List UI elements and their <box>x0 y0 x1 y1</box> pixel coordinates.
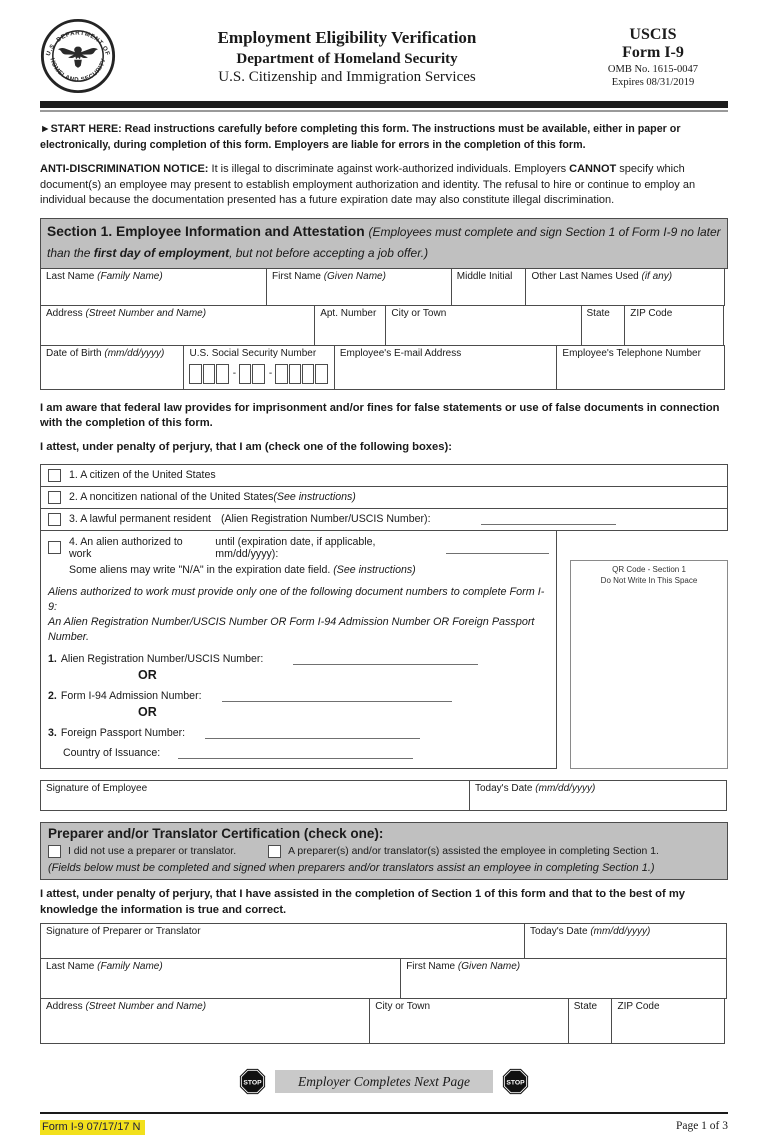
agency-block <box>578 16 728 88</box>
dhs-seal-icon <box>40 18 116 94</box>
qr-box-label-2: Do Not Write In This Space <box>600 575 698 585</box>
ssn-boxes: - - <box>189 364 328 384</box>
form-number: Form I-9 <box>622 44 684 61</box>
phone-label: Employee's Telephone Number <box>562 347 701 359</box>
employee-signature-row <box>40 780 728 811</box>
citizenship-option-4-block <box>40 530 728 769</box>
used-preparer-label: A preparer(s) and/or translator(s) assisted the employee in completing Section 1. <box>288 846 659 858</box>
option-3-label: 3. A lawful permanent resident <box>69 513 211 526</box>
last-name-label: Last Name <box>46 270 98 282</box>
email-label: Employee's E-mail Address <box>339 347 462 359</box>
zip-field[interactable] <box>624 305 724 346</box>
header-rule-thin <box>40 110 728 112</box>
option-3-extra-label: (Alien Registration Number/USCIS Number): <box>220 513 431 526</box>
doc-number-1-line: 1. Alien Registration Number/USCIS Number: <box>48 653 549 665</box>
other-last-names-label: Other Last Names Used <box>531 270 642 282</box>
section1-title: Section 1. Employee Information and Attestation <box>47 223 369 239</box>
ssn-field[interactable] <box>183 345 334 390</box>
option-4-label: 4. An alien authorized to work <box>69 535 183 560</box>
other-last-names-field[interactable]: Other Last Names Used (if any) <box>525 268 725 306</box>
preparer-note: (Fields below must be completed and signed when preparers and/or translators assist an employee in completing Section 1.) <box>48 862 655 875</box>
state-field[interactable] <box>581 305 626 346</box>
expiration-date: Expires 08/31/2019 <box>611 77 695 88</box>
date-of-birth-label: Date of Birth <box>46 347 105 359</box>
option-2-label: 2. A noncitizen national of the United States <box>69 491 274 504</box>
ssn-digit-box[interactable] <box>203 364 215 384</box>
preparer-state-label: State <box>573 1001 598 1013</box>
attestation-instruction: I attest, under penalty of perjury, that I am (check one of the following boxes): <box>40 441 452 454</box>
ssn-digit-box[interactable] <box>289 364 301 384</box>
ssn-digit-box[interactable] <box>189 364 201 384</box>
footer-line <box>40 1120 728 1135</box>
i94-number-label: Form I-94 Admission Number: <box>60 690 202 703</box>
dob-ssn-row <box>40 345 728 390</box>
apt-number-field[interactable] <box>314 305 386 346</box>
page-number: Page 1 of 3 <box>675 1120 728 1133</box>
preparer-first-name-label: First Name <box>406 961 458 973</box>
preparer-signature-label: Signature of Preparer or Translator <box>46 926 201 938</box>
anti-text-1: It is illegal to discriminate against work-authorized individuals. Employers <box>208 163 570 176</box>
first-name-label: First Name <box>272 270 324 282</box>
ssn-digit-box[interactable] <box>239 364 251 384</box>
or-separator: OR <box>138 668 157 683</box>
option-1-label: 1. A citizen of the United States <box>69 469 216 482</box>
preparer-city-field[interactable] <box>369 998 569 1044</box>
employee-date-field[interactable]: Today's Date (mm/dd/yyyy) <box>469 780 727 811</box>
qr-code-box <box>570 560 728 769</box>
employee-date-label: Today's Date <box>475 783 536 795</box>
form-subtitle-2: U.S. Citizenship and Immigration Services <box>218 69 476 85</box>
form-subtitle: Department of Homeland Security <box>236 51 458 67</box>
doc-number-3-line: 3. Foreign Passport Number: <box>48 727 549 739</box>
preparer-zip-label: ZIP Code <box>617 1001 660 1013</box>
preparer-last-name-label: Last Name <box>46 961 98 973</box>
form-title: Employment Eligibility Verification <box>217 28 477 47</box>
first-name-field[interactable]: First Name (Given Name) <box>266 268 452 306</box>
svg-text:STOP: STOP <box>506 1079 525 1087</box>
form-title-block <box>116 16 578 86</box>
anti-discrimination-notice <box>40 162 728 209</box>
state-label: State <box>586 307 610 319</box>
anti-text-2: specify which document(s) an employee may present to establish employment authorization and identity. The refusal to hire or continue to employ an individual because the documentation presented has a future expiration date may also constitute illegal discrimination. <box>40 163 696 207</box>
preparer-date-label: Today's Date <box>530 926 591 938</box>
zip-label: ZIP Code <box>630 307 673 319</box>
preparer-date-field[interactable]: Today's Date (mm/dd/yyyy) <box>524 923 727 959</box>
header-rule-thick <box>40 101 728 108</box>
aliens-note: Aliens authorized to work must provide only one of the following document numbers to complete Form I-9: An Alien Registration Number/USCIS Number OR Form I-94 Admission Number OR Foreign Passport Number. <box>48 585 545 644</box>
start-here-notice <box>40 121 728 153</box>
alien-number-input-line[interactable] <box>481 513 616 525</box>
start-here-text: Read instructions carefully before completing this form. The instructions must be available, either in paper or electronically, during completion of this form. Employers are liable for errors in the completion of this form. <box>40 123 681 152</box>
preparer-checkbox-line <box>48 845 720 858</box>
option-3-checkbox[interactable] <box>48 513 61 526</box>
svg-text:U.S. DEPARTMENT OF: U.S. DEPARTMENT OF <box>44 29 112 57</box>
phone-field[interactable] <box>556 345 725 390</box>
ssn-digit-box[interactable] <box>302 364 314 384</box>
option-4-extra-label: until (expiration date, if applicable, mm/dd/yyyy): <box>215 535 376 560</box>
i94-number-input-line[interactable] <box>222 690 452 702</box>
preparer-first-name-field[interactable]: First Name (Given Name) <box>400 958 727 999</box>
qr-box-label-1: QR Code - Section 1 <box>612 564 686 574</box>
employee-signature-label: Signature of Employee <box>46 783 148 795</box>
last-name-field[interactable]: Last Name (Family Name) <box>40 268 267 306</box>
section1-header <box>40 218 728 269</box>
preparer-title: Preparer and/or Translator Certification (check one): <box>48 826 384 842</box>
or-separator: OR <box>138 705 157 720</box>
citizenship-option-3 <box>40 508 728 531</box>
date-of-birth-field[interactable]: Date of Birth (mm/dd/yyyy) <box>40 345 184 390</box>
preparer-last-name-field[interactable]: Last Name (Family Name) <box>40 958 401 999</box>
preparer-state-field[interactable] <box>568 998 613 1044</box>
svg-text:HOMELAND SECURITY: HOMELAND SECURITY <box>48 57 108 84</box>
citizenship-option-1 <box>40 464 728 487</box>
middle-initial-field[interactable] <box>451 268 527 306</box>
country-of-issuance-label: Country of Issuance: <box>63 747 161 760</box>
preparer-attestation: I attest, under penalty of perjury, that I have assisted in the completion of Section 1 of this form and that to the best of my knowledge the information is true and correct. <box>40 888 686 916</box>
agency-name: USCIS <box>629 26 677 43</box>
doc-number-2-line: 2. Form I-94 Admission Number: <box>48 690 549 702</box>
address-label: Address <box>46 307 86 319</box>
foreign-passport-number-label: Foreign Passport Number: <box>60 727 186 740</box>
no-preparer-checkbox[interactable] <box>48 845 61 858</box>
foreign-passport-number-input-line[interactable] <box>205 727 420 739</box>
stop-icon <box>239 1068 266 1095</box>
alien-registration-number-input-line[interactable] <box>293 653 478 665</box>
start-arrow-icon: ► <box>40 123 51 135</box>
address-field[interactable]: Address (Street Number and Name) <box>40 305 315 346</box>
anti-text-cannot: CANNOT <box>569 163 617 176</box>
city-field[interactable] <box>385 305 581 346</box>
option-4-box <box>40 530 557 769</box>
preparer-certification-box <box>40 822 728 880</box>
section1-note-2: , but not before accepting a job offer.) <box>229 245 429 260</box>
start-here-label: START HERE: <box>50 123 122 135</box>
ssn-digit-box[interactable] <box>216 364 228 384</box>
eagle-glyph <box>58 47 98 68</box>
svg-text:STOP: STOP <box>243 1079 262 1087</box>
option-2-checkbox[interactable] <box>48 491 61 504</box>
stop-icon <box>502 1068 529 1095</box>
no-preparer-label: I did not use a preparer or translator. <box>68 846 237 858</box>
anti-discrimination-label: ANTI-DISCRIMINATION NOTICE: <box>40 163 209 176</box>
middle-initial-label: Middle Initial <box>456 270 513 282</box>
preparer-address-label: Address <box>46 1001 86 1013</box>
section1-note-bold: first day of employment <box>93 245 230 260</box>
federal-law-warning: I am aware that federal law provides for imprisonment and/or fines for false statements or use of false documents in connection with the completion of this form. <box>40 401 720 429</box>
stop-banner <box>40 1068 728 1095</box>
form-edition-id: Form I-9 07/17/17 N <box>40 1120 145 1135</box>
apt-number-label: Apt. Number <box>320 307 377 319</box>
preparer-zip-field[interactable] <box>611 998 725 1044</box>
ssn-digit-box[interactable] <box>252 364 264 384</box>
country-of-issuance-input-line[interactable] <box>178 747 413 759</box>
preparer-address-field[interactable]: Address (Street Number and Name) <box>40 998 370 1044</box>
employer-completes-banner: Employer Completes Next Page <box>275 1070 493 1093</box>
preparer-name-row <box>40 958 728 999</box>
section1-note-1: (Employees must complete and sign Section 1 of Form I-9 no later than the <box>47 224 721 260</box>
alien-registration-number-label: Alien Registration Number/USCIS Number: <box>60 653 264 666</box>
country-of-issuance-line <box>63 747 549 759</box>
preparer-city-label: City or Town <box>375 1001 431 1013</box>
email-field[interactable] <box>334 345 558 390</box>
expiration-date-input-line[interactable] <box>446 542 549 554</box>
address-row <box>40 305 728 346</box>
form-header <box>40 16 728 94</box>
option-4-checkbox[interactable] <box>48 541 61 554</box>
option-1-checkbox[interactable] <box>48 469 61 482</box>
ssn-label: U.S. Social Security Number <box>189 347 317 359</box>
city-label: City or Town <box>391 307 447 319</box>
preparer-address-row <box>40 998 728 1044</box>
name-row <box>40 268 728 306</box>
preparer-signature-row <box>40 923 728 959</box>
option-4-note: Some aliens may write "N/A" in the expiration date field. (See instructions) <box>69 563 416 576</box>
preparer-signature-field[interactable] <box>40 923 525 959</box>
footer-rule <box>40 1112 728 1114</box>
used-preparer-checkbox[interactable] <box>268 845 281 858</box>
omb-number: OMB No. 1615-0047 <box>607 64 699 75</box>
employee-signature-field[interactable] <box>40 780 470 811</box>
ssn-digit-box[interactable] <box>315 364 327 384</box>
citizenship-option-2: 2. A noncitizen national of the United States (See instructions) <box>40 486 728 509</box>
ssn-digit-box[interactable] <box>275 364 287 384</box>
